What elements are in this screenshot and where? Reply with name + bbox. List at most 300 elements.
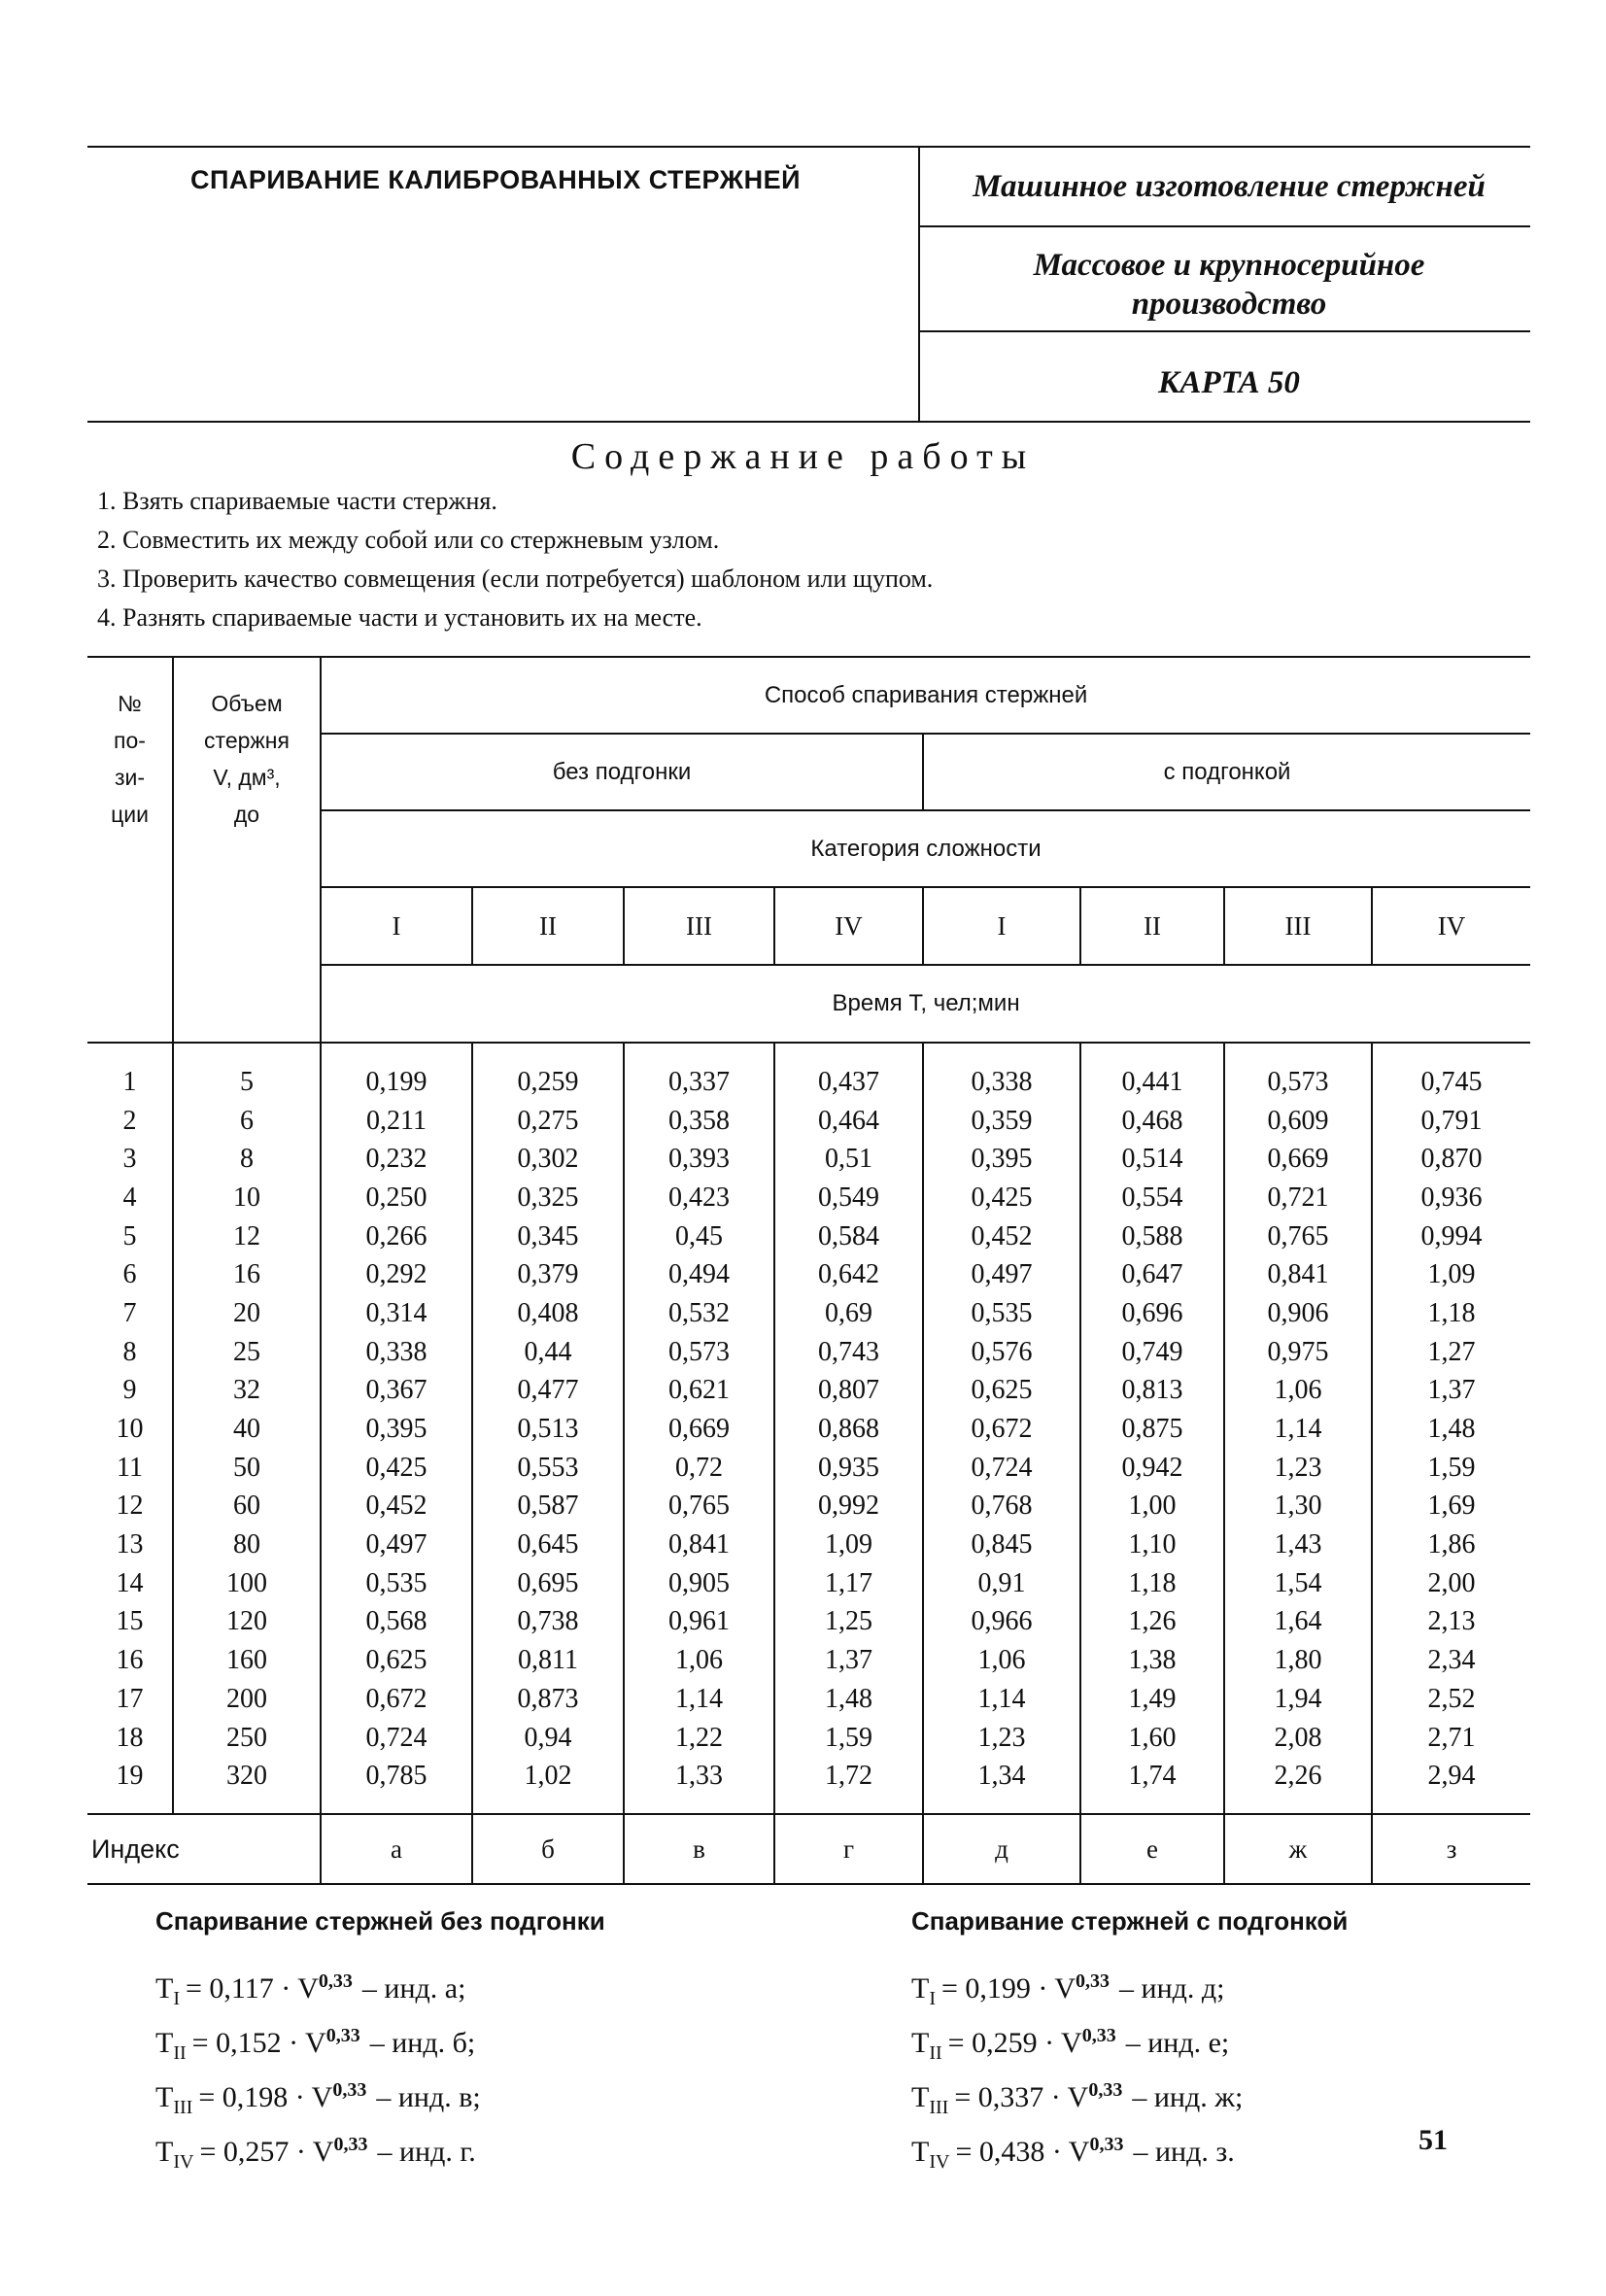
time-cell: 0,672 — [321, 1680, 472, 1719]
time-cell: 0,358 — [624, 1102, 774, 1141]
time-cell: 0,738 — [472, 1603, 624, 1642]
time-cell: 0,807 — [774, 1372, 923, 1411]
position-cell: 5 — [122, 1220, 137, 1251]
table-row — [87, 1410, 1530, 1449]
time-cell: 0,44 — [472, 1333, 624, 1372]
formula-exponent: 0,33 — [333, 2134, 368, 2155]
work-step: 4. Разнять спариваемые части и установить их на месте. — [97, 603, 702, 632]
time-cell: 0,905 — [624, 1564, 774, 1603]
time-cell: 0,549 — [774, 1179, 923, 1217]
time-cell: 0,870 — [1372, 1140, 1530, 1179]
time-cell: 0,868 — [774, 1410, 923, 1449]
time-cell: 2,71 — [1372, 1719, 1530, 1758]
time-cell: 1,37 — [774, 1641, 923, 1680]
formulas-with-fitting — [911, 1906, 1348, 2172]
time-cell: 0,425 — [923, 1179, 1080, 1217]
header-rule-2 — [919, 330, 1530, 332]
time-cell: 0,367 — [321, 1372, 472, 1411]
formula-line — [155, 2063, 605, 2117]
formula-coefficient: = 0,438 · V — [955, 2136, 1090, 2168]
formula-index-note: – инд. ж; — [1132, 2081, 1244, 2113]
time-cell: 0,749 — [1080, 1333, 1224, 1372]
category-cell: II — [472, 887, 624, 965]
table-row — [87, 1140, 1530, 1179]
time-cell: 0,345 — [472, 1217, 624, 1256]
time-cell: 1,14 — [624, 1680, 774, 1719]
time-cell: 0,325 — [472, 1179, 624, 1217]
time-cell: 0,554 — [1080, 1179, 1224, 1217]
time-cell: 1,86 — [1372, 1525, 1530, 1564]
time-cell: 0,724 — [321, 1719, 472, 1758]
volume-cell: 200 — [173, 1680, 321, 1719]
category-cell: IV — [774, 887, 923, 965]
position-cell: 10 — [116, 1414, 144, 1445]
time-cell: 1,37 — [1372, 1372, 1530, 1411]
table-row — [87, 1449, 1530, 1488]
work-step: 1. Взять спариваемые части стержня. — [97, 487, 497, 515]
work-heading: Содержание работы — [570, 436, 1036, 477]
formula-exponent: 0,33 — [1088, 2079, 1123, 2101]
time-cell: 0,69 — [774, 1294, 923, 1333]
time-cell: 0,768 — [923, 1488, 1080, 1526]
time-cell: 0,314 — [321, 1294, 472, 1333]
time-cell: 0,379 — [472, 1255, 624, 1294]
production-line-2: производство — [1131, 287, 1327, 322]
position-cell: 6 — [122, 1259, 137, 1290]
time-cell: 1,94 — [1224, 1680, 1372, 1719]
position-cell: 12 — [116, 1491, 144, 1522]
time-cell: 0,961 — [624, 1603, 774, 1642]
time-cell: 0,588 — [1080, 1217, 1224, 1256]
time-cell: 2,13 — [1372, 1603, 1530, 1642]
time-cell: 0,721 — [1224, 1179, 1372, 1217]
time-cell: 0,94 — [472, 1719, 624, 1758]
time-cell: 0,535 — [923, 1294, 1080, 1333]
position-cell: 17 — [116, 1683, 144, 1714]
method-header: Способ спаривания стержней — [321, 657, 1530, 734]
time-cell: 1,74 — [1080, 1757, 1224, 1814]
index-cell: в — [624, 1814, 774, 1884]
volume-cell: 12 — [173, 1217, 321, 1256]
time-cell: 0,791 — [1372, 1102, 1530, 1141]
time-cell: 0,497 — [923, 1255, 1080, 1294]
index-cell: а — [321, 1814, 472, 1884]
document-title: СПАРИВАНИЕ КАЛИБРОВАННЫХ СТЕРЖНЕЙ — [190, 165, 801, 194]
table-row — [87, 1333, 1530, 1372]
category-cell: I — [923, 887, 1080, 965]
time-cell: 0,395 — [923, 1140, 1080, 1179]
time-cell: 1,18 — [1372, 1294, 1530, 1333]
time-cell: 1,59 — [774, 1719, 923, 1758]
time-cell: 0,645 — [472, 1525, 624, 1564]
time-cell: 0,452 — [923, 1217, 1080, 1256]
time-cell: 0,609 — [1224, 1102, 1372, 1141]
table-row — [87, 1488, 1530, 1526]
time-cell: 0,669 — [1224, 1140, 1372, 1179]
formula-line — [155, 1954, 605, 2008]
time-cell: 0,568 — [321, 1603, 472, 1642]
time-cell: 0,337 — [624, 1043, 774, 1102]
time-cell: 0,587 — [472, 1488, 624, 1526]
time-cell: 0,468 — [1080, 1102, 1224, 1141]
formula-symbol: T — [911, 2136, 930, 2168]
formula-coefficient: = 0,257 · V — [199, 2136, 334, 2168]
formula-symbol: T — [911, 2081, 930, 2113]
time-cell: 0,695 — [472, 1564, 624, 1603]
work-step: 3. Проверить качество совмещения (если потребуется) шаблоном или щупом. — [97, 565, 934, 593]
formula-index-note: – инд. а; — [361, 1972, 466, 2005]
time-cell: 0,292 — [321, 1255, 472, 1294]
time-cell: 0,72 — [624, 1449, 774, 1488]
header-divider — [918, 146, 920, 421]
formula-coefficient: = 0,199 · V — [941, 1972, 1076, 2005]
formula-index-note: – инд. д; — [1119, 1972, 1225, 2005]
time-cell: 0,813 — [1080, 1372, 1224, 1411]
volume-cell: 16 — [173, 1255, 321, 1294]
position-cell: 15 — [116, 1606, 144, 1637]
formula-line — [911, 2008, 1348, 2063]
card-number: КАРТА 50 — [1158, 365, 1300, 400]
time-cell: 1,23 — [1224, 1449, 1372, 1488]
position-cell: 1 — [87, 1043, 173, 1102]
index-cell: з — [1372, 1814, 1530, 1884]
table-row — [87, 1641, 1530, 1680]
formula-index-note: – инд. е; — [1125, 2027, 1230, 2059]
position-cell: 19 — [116, 1761, 144, 1792]
time-cell: 0,994 — [1372, 1217, 1530, 1256]
time-cell: 0,513 — [472, 1410, 624, 1449]
header-bottom-rule — [87, 421, 1530, 423]
work-step: 2. Совместить их между собой или со стержневым узлом. — [97, 526, 720, 554]
position-cell: 18 — [116, 1722, 144, 1753]
category-cell: III — [1224, 887, 1372, 965]
formula-symbol: T — [911, 1972, 930, 2005]
time-cell: 0,250 — [321, 1179, 472, 1217]
time-cell: 1,33 — [624, 1757, 774, 1814]
group-without-fitting: без подгонки — [321, 734, 923, 810]
index-cell: е — [1080, 1814, 1224, 1884]
production-line-1: Массовое и крупносерийное — [1033, 248, 1425, 283]
time-cell: 1,49 — [1080, 1680, 1224, 1719]
volume-header-line: Объем — [211, 691, 283, 716]
time-cell: 0,573 — [1224, 1043, 1372, 1102]
volume-cell: 32 — [173, 1372, 321, 1411]
time-cell: 0,696 — [1080, 1294, 1224, 1333]
table-row — [87, 1603, 1530, 1642]
time-cell: 0,672 — [923, 1410, 1080, 1449]
time-cell: 1,09 — [1372, 1255, 1530, 1294]
work-steps — [97, 482, 933, 637]
time-cell: 0,441 — [1080, 1043, 1224, 1102]
table-row — [87, 1179, 1530, 1217]
time-cell: 0,625 — [321, 1641, 472, 1680]
category-cell: I — [321, 887, 472, 965]
volume-cell: 120 — [173, 1603, 321, 1642]
category-cell: IV — [1372, 887, 1530, 965]
volume-cell: 5 — [173, 1043, 321, 1102]
table-row — [87, 1719, 1530, 1758]
time-cell: 0,873 — [472, 1680, 624, 1719]
time-cell: 0,477 — [472, 1372, 624, 1411]
time-cell: 0,936 — [1372, 1179, 1530, 1217]
time-cell: 1,43 — [1224, 1525, 1372, 1564]
time-cell: 0,514 — [1080, 1140, 1224, 1179]
time-cell: 1,80 — [1224, 1641, 1372, 1680]
index-cell: ж — [1224, 1814, 1372, 1884]
volume-cell: 320 — [173, 1757, 321, 1814]
time-cell: 1,23 — [923, 1719, 1080, 1758]
formula-index-note: – инд. г. — [377, 2136, 476, 2168]
formula-coefficient: = 0,259 · V — [947, 2027, 1082, 2059]
time-cell: 0,745 — [1372, 1043, 1530, 1102]
volume-cell: 20 — [173, 1294, 321, 1333]
formula-exponent: 0,33 — [1076, 1970, 1111, 1992]
position-cell: 2 — [122, 1105, 137, 1136]
formula-coefficient: = 0,337 · V — [954, 2081, 1089, 2113]
time-cell: 1,14 — [923, 1680, 1080, 1719]
table-row — [87, 1680, 1530, 1719]
formula-line — [155, 2008, 605, 2063]
volume-cell: 50 — [173, 1449, 321, 1488]
time-cell: 0,91 — [923, 1564, 1080, 1603]
time-cell: 0,765 — [624, 1488, 774, 1526]
formula-index-note: – инд. б; — [369, 2027, 476, 2059]
time-cell: 0,935 — [774, 1449, 923, 1488]
time-cell: 1,14 — [1224, 1410, 1372, 1449]
time-cell: 1,59 — [1372, 1449, 1530, 1488]
time-cell: 0,423 — [624, 1179, 774, 1217]
time-cell: 1,38 — [1080, 1641, 1224, 1680]
time-cell: 0,408 — [472, 1294, 624, 1333]
time-cell: 1,09 — [774, 1525, 923, 1564]
index-cell: б — [472, 1814, 624, 1884]
time-cell: 0,669 — [624, 1410, 774, 1449]
formula-coefficient: = 0,117 · V — [186, 1972, 319, 2005]
time-cell: 1,26 — [1080, 1603, 1224, 1642]
volume-cell: 40 — [173, 1410, 321, 1449]
time-cell: 1,22 — [624, 1719, 774, 1758]
formula-line — [911, 2117, 1348, 2172]
time-cell: 0,625 — [923, 1372, 1080, 1411]
position-header-line: по- — [114, 728, 146, 753]
formula-index-note: – инд. з. — [1133, 2136, 1235, 2168]
table-row — [87, 1255, 1530, 1294]
time-cell: 0,359 — [923, 1102, 1080, 1141]
formula-symbol: T — [155, 2081, 174, 2113]
time-cell: 1,48 — [774, 1680, 923, 1719]
position-cell: 11 — [117, 1452, 143, 1483]
time-cell: 0,497 — [321, 1525, 472, 1564]
time-cell: 1,48 — [1372, 1410, 1530, 1449]
time-cell: 0,966 — [923, 1603, 1080, 1642]
time-cell: 0,532 — [624, 1294, 774, 1333]
volume-cell: 8 — [173, 1140, 321, 1179]
position-cell: 13 — [116, 1529, 144, 1560]
formula-exponent: 0,33 — [325, 2025, 360, 2046]
formulas-without-fitting — [155, 1906, 605, 2172]
time-cell: 0,259 — [472, 1043, 624, 1102]
position-cell: 4 — [122, 1182, 137, 1213]
header-top-rule — [87, 146, 1530, 148]
norms-table — [87, 656, 1530, 1885]
time-cell: 0,211 — [321, 1102, 472, 1141]
volume-cell: 80 — [173, 1525, 321, 1564]
formula-line — [155, 2117, 605, 2172]
production-type — [928, 246, 1530, 324]
time-cell: 0,573 — [624, 1333, 774, 1372]
time-cell: 1,34 — [923, 1757, 1080, 1814]
time-cell: 2,34 — [1372, 1641, 1530, 1680]
formula-symbol: T — [155, 1972, 174, 2005]
time-cell: 0,811 — [472, 1641, 624, 1680]
volume-cell: 60 — [173, 1488, 321, 1526]
category-label: Машинное изготовление стержней — [973, 169, 1486, 204]
formulas-left-title: Спаривание стержней без подгонки — [155, 1906, 605, 1936]
time-cell: 0,584 — [774, 1217, 923, 1256]
table-row — [87, 1217, 1530, 1256]
formula-exponent: 0,33 — [318, 1970, 353, 1992]
time-cell: 1,18 — [1080, 1564, 1224, 1603]
volume-header — [173, 657, 321, 1043]
table-row — [87, 1102, 1530, 1141]
formula-subscript: III — [173, 2097, 193, 2118]
position-cell: 16 — [116, 1645, 144, 1676]
volume-cell: 160 — [173, 1641, 321, 1680]
table-row — [87, 1757, 1530, 1814]
formula-line — [911, 1954, 1348, 2008]
time-cell: 0,765 — [1224, 1217, 1372, 1256]
volume-cell: 250 — [173, 1719, 321, 1758]
time-cell: 2,08 — [1224, 1719, 1372, 1758]
time-cell: 1,06 — [923, 1641, 1080, 1680]
volume-cell: 6 — [173, 1102, 321, 1141]
volume-header-line: V, дм³, — [213, 765, 281, 790]
time-cell: 1,17 — [774, 1564, 923, 1603]
time-cell: 0,975 — [1224, 1333, 1372, 1372]
time-cell: 0,393 — [624, 1140, 774, 1179]
position-header-line: ции — [111, 802, 149, 827]
time-cell: 1,25 — [774, 1603, 923, 1642]
time-cell: 1,06 — [624, 1641, 774, 1680]
time-cell: 0,275 — [472, 1102, 624, 1141]
position-cell: 7 — [122, 1297, 137, 1328]
volume-header-line: стержня — [204, 728, 290, 753]
formulas-left-list — [155, 1954, 605, 2172]
time-cell: 0,302 — [472, 1140, 624, 1179]
table-row — [87, 1043, 1530, 1102]
formula-subscript: I — [929, 1988, 936, 2009]
time-cell: 2,52 — [1372, 1680, 1530, 1719]
time-cell: 1,02 — [472, 1757, 624, 1814]
position-cell: 9 — [122, 1375, 137, 1406]
position-header-line: зи- — [114, 765, 146, 790]
time-cell: 0,576 — [923, 1333, 1080, 1372]
time-cell: 0,464 — [774, 1102, 923, 1141]
time-cell: 0,535 — [321, 1564, 472, 1603]
formula-symbol: T — [155, 2136, 174, 2168]
table-row — [87, 1525, 1530, 1564]
time-cell: 0,232 — [321, 1140, 472, 1179]
time-cell: 1,64 — [1224, 1603, 1372, 1642]
page-number: 51 — [1418, 2124, 1448, 2156]
time-cell: 0,743 — [774, 1333, 923, 1372]
time-cell: 0,841 — [624, 1525, 774, 1564]
time-cell: 0,338 — [321, 1333, 472, 1372]
time-cell: 0,494 — [624, 1255, 774, 1294]
time-cell: 1,69 — [1372, 1488, 1530, 1526]
time-cell: 0,437 — [774, 1043, 923, 1102]
formula-subscript: II — [173, 2042, 187, 2064]
table-row — [87, 1294, 1530, 1333]
time-cell: 0,452 — [321, 1488, 472, 1526]
time-cell: 0,395 — [321, 1410, 472, 1449]
time-cell: 2,94 — [1372, 1757, 1530, 1814]
time-cell: 0,425 — [321, 1449, 472, 1488]
category-header: Категория сложности — [321, 810, 1530, 887]
formula-subscript: I — [173, 1988, 180, 2009]
position-header-line: № — [118, 691, 142, 716]
volume-cell: 25 — [173, 1333, 321, 1372]
time-cell: 1,06 — [1224, 1372, 1372, 1411]
time-cell: 1,60 — [1080, 1719, 1224, 1758]
formula-coefficient: = 0,152 · V — [191, 2027, 326, 2059]
formula-exponent: 0,33 — [332, 2079, 367, 2101]
time-cell: 0,51 — [774, 1140, 923, 1179]
time-cell: 2,00 — [1372, 1564, 1530, 1603]
formula-exponent: 0,33 — [1089, 2134, 1124, 2155]
formula-symbol: T — [155, 2027, 174, 2059]
formula-subscript: II — [929, 2042, 942, 2064]
time-cell: 1,54 — [1224, 1564, 1372, 1603]
time-cell: 0,785 — [321, 1757, 472, 1814]
time-cell: 1,27 — [1372, 1333, 1530, 1372]
time-cell: 0,992 — [774, 1488, 923, 1526]
formula-subscript: III — [929, 2097, 949, 2118]
table-row — [87, 1372, 1530, 1411]
formula-subscript: IV — [929, 2151, 950, 2173]
table-body — [87, 1043, 1530, 1814]
group-with-fitting: с подгонкой — [923, 734, 1530, 810]
time-cell: 0,45 — [624, 1217, 774, 1256]
formula-coefficient: = 0,198 · V — [198, 2081, 333, 2113]
formula-subscript: IV — [173, 2151, 194, 2173]
header-rule-1 — [919, 225, 1530, 227]
position-cell: 8 — [122, 1336, 137, 1367]
index-cell: д — [923, 1814, 1080, 1884]
time-cell: 0,841 — [1224, 1255, 1372, 1294]
position-header — [87, 657, 173, 1043]
formula-exponent: 0,33 — [1081, 2025, 1116, 2046]
time-cell: 0,845 — [923, 1525, 1080, 1564]
time-cell: 1,72 — [774, 1757, 923, 1814]
position-cell: 14 — [116, 1567, 144, 1598]
formula-line — [911, 2063, 1348, 2117]
volume-header-line: до — [233, 802, 260, 827]
time-cell: 1,00 — [1080, 1488, 1224, 1526]
time-cell: 1,30 — [1224, 1488, 1372, 1526]
position-cell: 3 — [122, 1144, 137, 1175]
time-cell: 2,26 — [1224, 1757, 1372, 1814]
formulas-right-list — [911, 1954, 1348, 2172]
time-cell: 1,10 — [1080, 1525, 1224, 1564]
volume-cell: 100 — [173, 1564, 321, 1603]
table-row — [87, 1564, 1530, 1603]
category-cell: II — [1080, 887, 1224, 965]
time-cell: 0,647 — [1080, 1255, 1224, 1294]
time-cell: 0,875 — [1080, 1410, 1224, 1449]
time-cell: 0,906 — [1224, 1294, 1372, 1333]
time-cell: 0,199 — [321, 1043, 472, 1102]
